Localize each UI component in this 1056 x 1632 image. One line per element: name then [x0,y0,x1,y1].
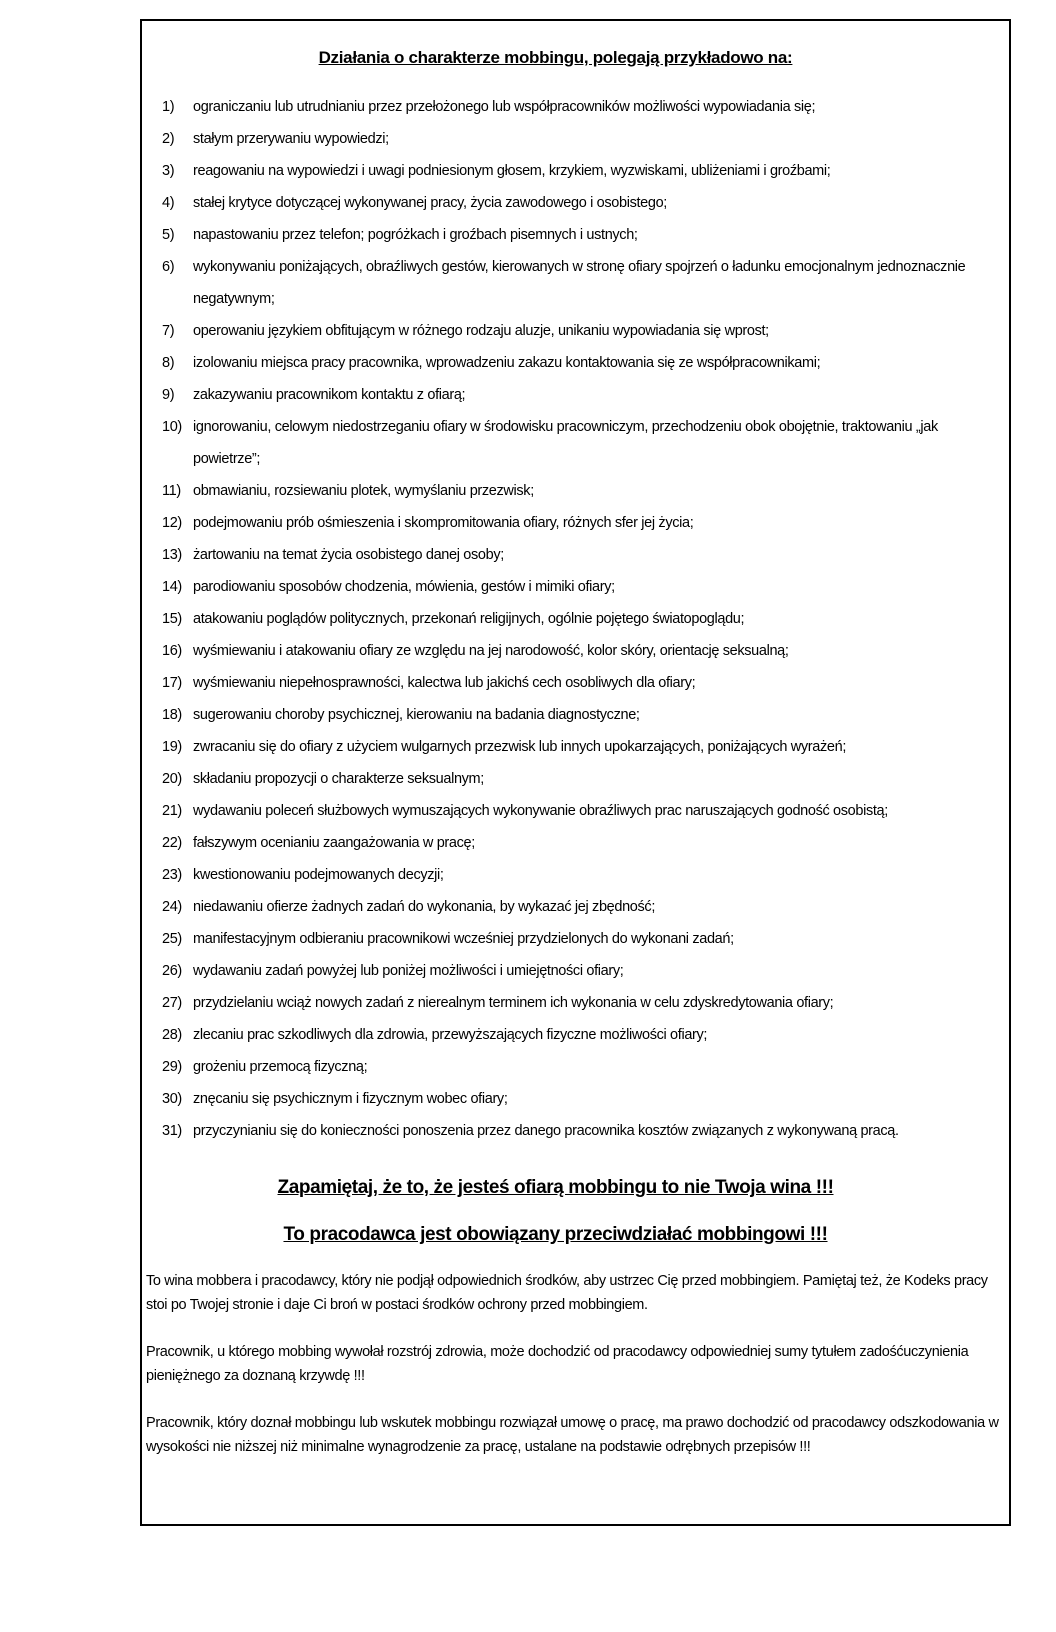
list-item-number: 1) [162,99,175,115]
list-item [162,955,1001,987]
list-item-text: przydzielaniu wciąż nowych zadań z nierealnym terminem ich wykonania w celu zdyskredytowania ofiary; [193,995,834,1011]
list-item-text: podejmowaniu prób ośmieszenia i skompromitowania ofiary, różnych sfer jej życia; [193,515,694,531]
list-item-number: 28) [162,1027,182,1043]
list-item-text: ignorowaniu, celowym niedostrzeganiu ofiary w środowisku pracowniczym, przechodzeniu obok obojętnie, traktowaniu „jak powietrze”; [193,419,938,467]
list-item-text: wydawaniu zadań powyżej lub poniżej możliwości i umiejętności ofiary; [193,963,624,979]
list-item-number: 12) [162,515,182,531]
list-item [162,795,1001,827]
list-item-number: 14) [162,579,182,595]
list-item-number: 13) [162,547,182,563]
list-item [162,1019,1001,1051]
list-item-number: 18) [162,707,182,723]
list-item [162,1051,1001,1083]
list-item [162,891,1001,923]
list-item-number: 5) [162,227,175,243]
list-item-text: przyczynianiu się do konieczności ponoszenia przez danego pracownika kosztów związanych z wykonywaną pracą. [193,1123,899,1139]
list-item-text: fałszywym ocenianiu zaangażowania w pracę; [193,835,475,851]
list-item-number: 21) [162,803,182,819]
list-item [162,251,1001,315]
list-item-number: 4) [162,195,175,211]
list-item-number: 25) [162,931,182,947]
list-item-number: 2) [162,131,175,147]
emphasis-employer-obligation: To pracodawca jest obowiązany przeciwdziałać mobbingowi !!! [283,1224,828,1245]
list-item [162,379,1001,411]
list-item-number: 9) [162,387,175,403]
list-item [162,987,1001,1019]
list-item [162,763,1001,795]
list-item-text: operowaniu językiem obfitującym w różnego rodzaju aluzje, unikaniu wypowiadania się wprost; [193,323,769,339]
list-item-text: grożeniu przemocą fizyczną; [193,1059,368,1075]
emphasis-victim-not-guilty: Zapamiętaj, że to, że jesteś ofiarą mobbingu to nie Twoja wina !!! [277,1177,834,1198]
list-item-number: 6) [162,259,175,275]
list-item-number: 26) [162,963,182,979]
list-item [162,859,1001,891]
list-item-text: niedawaniu ofierze żadnych zadań do wykonania, by wykazać jej zbędność; [193,899,655,915]
list-item-text: napastowaniu przez telefon; pogróżkach i groźbach pisemnych i ustnych; [193,227,638,243]
list-item-text: wydawaniu poleceń służbowych wymuszających wykonywanie obraźliwych prac naruszających godność osobistą; [193,803,888,819]
document-title: Działania o charakterze mobbingu, polegają przykładowo na: [318,48,793,67]
list-item [162,187,1001,219]
list-item-text: reagowaniu na wypowiedzi i uwagi podniesionym głosem, krzykiem, wyzwiskami, ubliżeniami i groźbami; [193,163,831,179]
list-item-number: 30) [162,1091,182,1107]
list-item-number: 15) [162,611,182,627]
list-item-number: 29) [162,1059,182,1075]
list-item [162,91,1001,123]
list-item-number: 19) [162,739,182,755]
list-item-text: stałym przerywaniu wypowiedzi; [193,131,389,147]
list-item-number: 3) [162,163,175,179]
list-item [162,1115,1001,1147]
list-item-number: 17) [162,675,182,691]
list-item-text: składaniu propozycji o charakterze seksualnym; [193,771,484,787]
list-item [162,827,1001,859]
list-item-text: stałej krytyce dotyczącej wykonywanej pracy, życia zawodowego i osobistego; [193,195,667,211]
list-item [162,155,1001,187]
list-item-text: izolowaniu miejsca pracy pracownika, wprowadzeniu zakazu kontaktowania się ze współpracownikami; [193,355,821,371]
paragraph-health-damage-compensation: Pracownik, u którego mobbing wywołał rozstrój zdrowia, może dochodzić od pracodawcy odpowiedniej sumy tytułem zadośćuczynienia pieniężnego za doznaną krzywdę !!! [146,1344,969,1384]
list-item [162,411,1001,475]
list-item-number: 31) [162,1123,182,1139]
list-item-text: sugerowaniu choroby psychicznej, kierowaniu na badania diagnostyczne; [193,707,640,723]
list-item-text: żartowaniu na temat życia osobistego danej osoby; [193,547,504,563]
list-item-number: 8) [162,355,175,371]
list-item-text: wyśmiewaniu niepełnosprawności, kalectwa lub jakichś cech osobliwych dla ofiary; [193,675,696,691]
list-item-number: 7) [162,323,175,339]
list-item-text: manifestacyjnym odbieraniu pracownikowi wcześniej przydzielonych do wykonani zadań; [193,931,734,947]
list-item-number: 10) [162,419,182,435]
list-item-number: 24) [162,899,182,915]
list-item-text: wyśmiewaniu i atakowaniu ofiary ze względu na jej narodowość, kolor skóry, orientację seksualną; [193,643,789,659]
list-item [162,923,1001,955]
paragraph-mobber-and-employer-blame: To wina mobbera i pracodawcy, który nie podjął odpowiednich środków, aby ustrzec Cię przed mobbingiem. Pamiętaj też, że Kodeks pracy stoi po Twojej stronie i daje Ci broń w postaci środków ochrony przed mobbingiem. [146,1273,988,1313]
list-item [162,475,1001,507]
list-item [162,603,1001,635]
list-item-text: zwracaniu się do ofiary z użyciem wulgarnych przezwisk lub innych upokarzających, poniżających wyrażeń; [193,739,847,755]
list-item-number: 20) [162,771,182,787]
mobbing-actions-list [142,91,1009,1147]
list-item-number: 16) [162,643,182,659]
list-item-text: wykonywaniu poniżających, obraźliwych gestów, kierowanych w stronę ofiary spojrzeń o ładunku emocjonalnym jednoznacznie negatywnym; [193,259,966,307]
list-item [162,571,1001,603]
list-item [162,635,1001,667]
list-item [162,667,1001,699]
list-item [162,507,1001,539]
list-item [162,123,1001,155]
list-item-text: znęcaniu się psychicznym i fizycznym wobec ofiary; [193,1091,508,1107]
list-item-number: 11) [162,483,181,499]
list-item [162,699,1001,731]
list-item-number: 22) [162,835,182,851]
list-item-text: kwestionowaniu podejmowanych decyzji; [193,867,444,883]
list-item [162,347,1001,379]
document-frame [140,19,1011,1526]
list-item-text: ograniczaniu lub utrudnianiu przez przełożonego lub współpracowników możliwości wypowiadania się; [193,99,816,115]
list-item [162,219,1001,251]
list-item [162,1083,1001,1115]
list-item-text: parodiowaniu sposobów chodzenia, mówienia, gestów i mimiki ofiary; [193,579,615,595]
list-item [162,539,1001,571]
list-item-number: 23) [162,867,182,883]
list-item-text: atakowaniu poglądów politycznych, przekonań religijnych, ogólnie pojętego światopoglądu; [193,611,745,627]
paragraph-contract-termination-compensation: Pracownik, który doznał mobbingu lub wskutek mobbingu rozwiązał umowę o pracę, ma prawo dochodzić od pracodawcy odszkodowania w wysokości nie niższej niż minimalne wynagrodzenie za pracę, ustalane na podstawie odrębnych przepisów !!! [146,1415,999,1455]
list-item-text: zakazywaniu pracownikom kontaktu z ofiarą; [193,387,466,403]
list-item [162,315,1001,347]
list-item-text: obmawianiu, rozsiewaniu plotek, wymyślaniu przezwisk; [193,483,534,499]
list-item [162,731,1001,763]
list-item-text: zlecaniu prac szkodliwych dla zdrowia, przewyższających fizyczne możliwości ofiary; [193,1027,708,1043]
list-item-number: 27) [162,995,182,1011]
